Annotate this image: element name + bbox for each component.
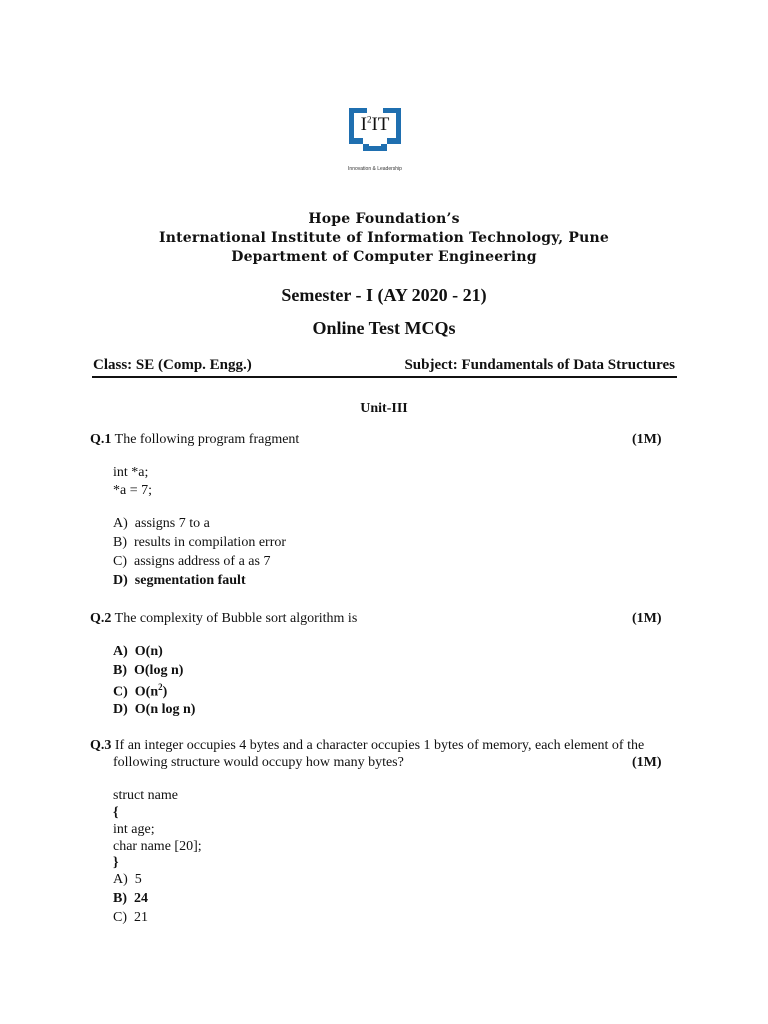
logo-mark: $I^2IT$	[360, 114, 390, 135]
question-text: If an integer occupies 4 bytes and a character occupies 1 bytes of memory, each element of the	[114, 738, 645, 753]
code-line: int age;	[113, 822, 155, 837]
code-line: *a = 7;	[113, 483, 152, 498]
question-3-text-cont: following structure would occupy how many bytes?	[113, 755, 404, 770]
option-b: B) O(log n)	[113, 663, 184, 678]
option-b: B) 24	[113, 891, 148, 906]
option-a: A) assigns 7 to a	[113, 516, 210, 531]
question-number: Q.3	[90, 738, 112, 753]
code-line: int *a;	[113, 465, 149, 480]
semester-title: Semester - I (AY 2020 - 21)	[281, 285, 487, 305]
question-text: The following program fragment	[114, 432, 300, 447]
code-line: struct name	[113, 788, 178, 803]
institute-logo	[345, 104, 405, 172]
option-a: A) 5	[113, 872, 142, 887]
question-1	[90, 432, 299, 448]
option-b: B) results in compilation error	[113, 535, 287, 550]
unit-title: Unit-III	[360, 401, 408, 416]
class-label: Class: SE (Comp. Engg.)	[93, 357, 252, 373]
logo-tagline: Innovation & Leadership	[348, 166, 402, 172]
question-number: Q.2	[90, 611, 112, 626]
institute-name: International Institute of Information Technology, Pune	[158, 230, 610, 246]
foundation-name: Hope Foundation’s	[308, 211, 460, 227]
question-number: Q.1	[90, 432, 112, 447]
department-name: Department of Computer Engineering	[231, 249, 537, 265]
subject-label: Subject: Fundamentals of Data Structures	[404, 357, 675, 373]
option-d: D) O(n log n)	[113, 702, 196, 717]
question-text: The complexity of Bubble sort algorithm is	[114, 611, 358, 626]
header-divider	[92, 376, 677, 378]
option-c: C) $O(n^2)$	[113, 682, 168, 700]
option-a: A) O(n)	[113, 644, 163, 659]
option-c: C) assigns address of a as 7	[113, 554, 271, 569]
question-2	[90, 611, 357, 627]
question-1-marks: (1M)	[632, 432, 662, 447]
question-3	[90, 738, 644, 754]
option-c: C) 21	[113, 910, 148, 925]
code-line: char name [20];	[113, 839, 202, 854]
code-line: }	[113, 855, 119, 870]
question-2-marks: (1M)	[632, 611, 662, 626]
question-3-marks: (1M)	[632, 755, 662, 770]
code-line: {	[113, 805, 119, 820]
option-d: D) segmentation fault	[113, 573, 246, 588]
test-title: Online Test MCQs	[312, 318, 456, 338]
